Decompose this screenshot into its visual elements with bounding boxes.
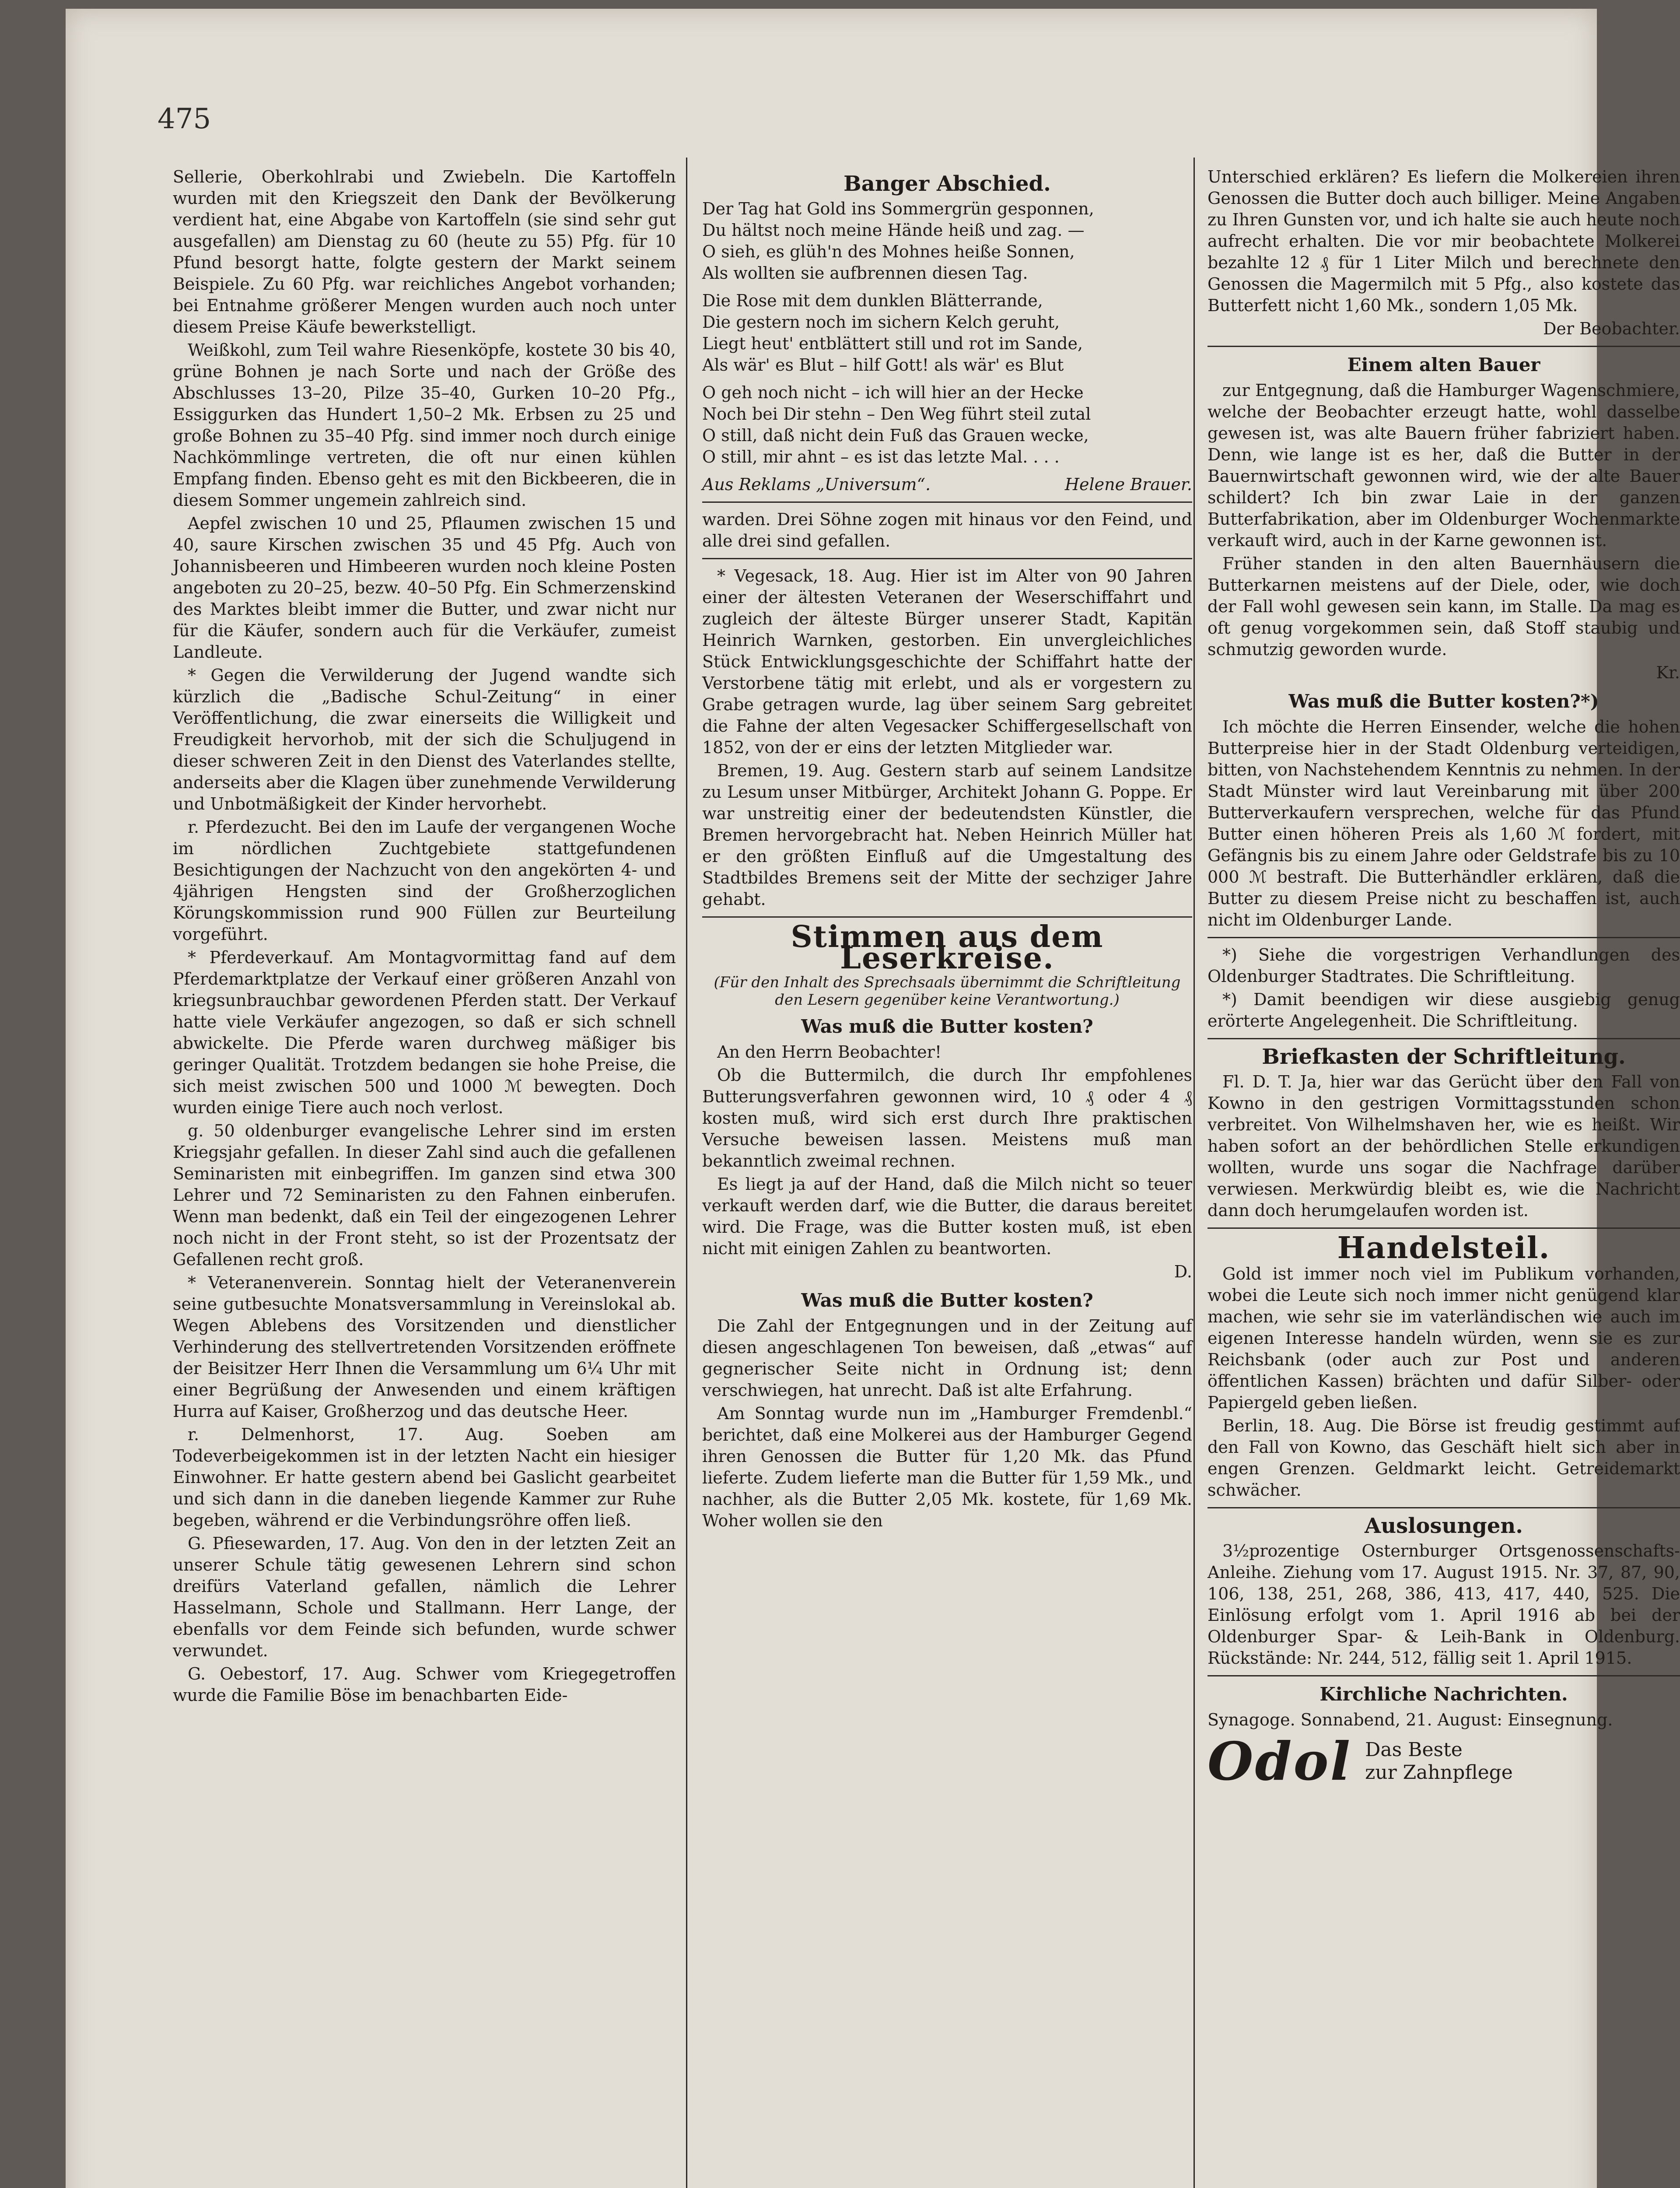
footnote: *) Damit beendigen wir diese ausgiebig genug erörterte Angelegenheit. Die Schriftleitung. <box>1208 990 1680 1031</box>
divider <box>1208 1227 1680 1229</box>
article-paragraph: g. 50 oldenburger evangelische Lehrer sind im ersten Kriegsjahr gefallen. In dieser Zahl sind auch die gefallenen Seminaristen mit einbegriffen. Im ganzen sind etwa 300 Lehrer und 72 Seminaristen zu den Fahnen einberufen. Wenn man bedenkt, daß ein Teil der eingezogenen Lehrer noch nicht in der Front steht, so ist der Prozentsatz der Gefallenen recht groß. <box>173 1121 676 1269</box>
letter-signature: Kr. <box>1656 663 1680 682</box>
article-paragraph: Ich möchte die Herren Einsender, welche die hohen Butterpreise hier in der Stadt Oldenburg verteidigen, bitten, von Nachstehendem Kenntnis zu nehmen. In der Stadt Münster wird laut Vereinbarung mit über 200 Butterverkaufern versprechen, welche für das Pfund Butter einen höheren Preis als 1,60 ℳ fordert, mit Gefängnis bis zu einem Jahre oder Geldstrafe bis zu 10 000 ℳ bestraft. Die Butterhändler erklären, daß die Butter zu diesem Preise nicht zu beschaffen ist, auch nicht im Oldenburger Lande. <box>1208 717 1680 929</box>
article-paragraph: Aepfel zwischen 10 und 25, Pflaumen zwischen 15 und 40, saure Kirschen zwischen 35 und 45 Pfg. Auch von Johannisbeeren und Himbeeren wurden noch kleine Posten angeboten zu 20–25, bezw. 40–50 Pfg. Ein Schmerzenskind des Marktes bleibt immer die Butter, und zwar nicht nur für die Käufer, sondern auch für die Verkäufer, zumeist Landleute. <box>173 514 676 662</box>
ad-line: Das Beste <box>1365 1739 1463 1761</box>
section-heading: Auslosungen. <box>1365 1514 1523 1538</box>
poem-line: Die Rose mit dem dunklen Blätterrande, <box>702 291 1043 310</box>
article-paragraph: Es liegt ja auf der Hand, daß die Milch nicht so teuer verkauft werden darf, wie die Butter, die daraus bereitet wird. Die Frage, was die Butter kosten muß, ist eben nicht mit einigen Zahlen zu beantworten. <box>702 1175 1192 1258</box>
divider <box>1208 1507 1680 1508</box>
poem-stanza <box>702 290 1192 376</box>
divider <box>1208 1675 1680 1676</box>
ad-logo: Odol <box>1208 1730 1352 1792</box>
letter-salutation: An den Herrn Beobachter! <box>717 1042 942 1062</box>
newspaper-page <box>66 9 1680 2188</box>
poem-credit <box>702 474 1192 495</box>
poem-line: O geh noch nicht – ich will hier an der Hecke <box>702 383 1084 402</box>
poem-line: O sieh, es glüh'n des Mohnes heiße Sonnen, <box>702 242 1075 261</box>
article-paragraph: r. Delmenhorst, 17. Aug. Soeben am Todeverbeigekommen ist in der letzten Nacht ein hiesiger Einwohner. Er hatte gestern abend bei Gaslicht gearbeitet und sich dann in die daneben liegende Kammer zur Ruhe begeben, während er die Verbindungsröhre offen ließ. <box>173 1425 676 1530</box>
divider <box>1208 346 1680 347</box>
column-left <box>173 166 676 2188</box>
letter-heading: Was muß die Butter kosten?*) <box>1288 691 1599 712</box>
article-paragraph: Fl. D. T. Ja, hier war das Gerücht über den Fall von Kowno in den gestrigen Vormittagsstunden schon verbreitet. Von Wilhelmshaven her, wie es heißt. Wir haben sofort an der behördlichen Stelle erkundigen wollten, wurde uns sogar die Nachfrage darüber verwiesen. Merkwürdig bleibt es, wie die Nachricht dann doch herumgelaufen worden ist. <box>1208 1072 1680 1220</box>
divider <box>1208 1038 1680 1039</box>
column-divider <box>686 158 687 2188</box>
poem-line: O still, mir ahnt – es ist das letzte Mal. . . . <box>702 447 1060 466</box>
article-paragraph: zur Entgegnung, daß die Hamburger Wagenschmiere, welche der Beobachter erzeugt hatte, wohl dasselbe gewesen ist, was alte Bauern früher fabriziert haben. Denn, wie lange ist es her, daß die Butter in der Bauernwirtschaft gewonnen wird, wie der alte Bauer schildert? Ich bin zwar Laie in der ganzen Butterfabrikation, aber im Oldenburger Wochenmarkte verkauft wird, auch in der Karne gewonnen ist. <box>1208 381 1680 550</box>
letter-heading: Was muß die Butter kosten? <box>801 1016 1093 1037</box>
article-paragraph: * Veteranenverein. Sonntag hielt der Veteranenverein seine gutbesuchte Monatsversammlung in Vereinslokal ab. Wegen Ablebens des Vorsitzenden und dienstlicher Verhinderung des stellvertretenden Vorsitzenden eröffnete der Beisitzer Herr Ihnen die Versammlung um 6¼ Uhr mit einer Begrüßung der Anwesenden und einem kräftigen Hurra auf Kaiser, Großherzog und das deutsche Heer. <box>173 1273 676 1421</box>
poem-line: Der Tag hat Gold ins Sommergrün gesponnen, <box>702 199 1094 218</box>
advertisement <box>1208 1730 1680 1792</box>
column-middle <box>702 166 1192 2188</box>
column-divider <box>1194 158 1195 2188</box>
letter-signature: Der Beobachter. <box>1543 319 1680 338</box>
article-paragraph: warden. Drei Söhne zogen mit hinaus vor den Feind, und alle drei sind gefallen. <box>702 510 1192 551</box>
letter-heading: Was muß die Butter kosten? <box>801 1290 1093 1311</box>
divider <box>702 558 1192 559</box>
article-paragraph: Am Sonntag wurde nun im „Hamburger Fremdenbl.“ berichtet, daß eine Molkerei aus der Hamburger Gegend ihren Genossen die Butter für 1,20 Mk. das Pfund lieferte. Zudem lieferte man die Butter für 1,59 Mk., und nachher, als die Butter 2,05 Mk. kostete, für 1,69 Mk. Woher wollen sie den <box>702 1404 1192 1530</box>
article-paragraph: Ob die Buttermilch, die durch Ihr empfohlenes Butterungsverfahren gewonnen wird, 10 ₰ oder 4 ₰ kosten muß, wird sich erst durch Ihre praktischen Versuche beweisen lassen. Meistens muß man bekanntlich zweimal rechnen. <box>702 1066 1192 1171</box>
article-paragraph: Berlin, 18. Aug. Die Börse ist freudig gestimmt auf den Fall von Kowno, das Geschäft hielt sich aber in engen Grenzen. Geldmarkt leicht. Getreidemarkt schwächer. <box>1208 1416 1680 1500</box>
article-paragraph: r. Pferdezucht. Bei den im Laufe der vergangenen Woche im nördlichen Zuchtgebiete stattgefundenen Besichtigungen der Nachzucht von den angekörten 4- und 4jährigen Hengsten sind der Großherzoglichen Körungskommission rund 900 Füllen zur Beurteilung vorgeführt. <box>173 817 676 944</box>
poem-source: Aus Reklams „Universum“. <box>702 475 931 494</box>
ad-text <box>1365 1739 1513 1784</box>
letter-heading: Einem alten Bauer <box>1347 354 1540 375</box>
poem-line: O still, daß nicht dein Fuß das Grauen wecke, <box>702 426 1089 445</box>
poem <box>702 198 1192 495</box>
poem-line: Noch bei Dir stehn – Den Weg führt steil zutal <box>702 404 1091 424</box>
page-number: 475 <box>158 103 211 135</box>
section-heading: Kirchliche Nachrichten. <box>1320 1683 1568 1705</box>
divider <box>1208 937 1680 938</box>
poem-line: Als wär' es Blut – hilf Gott! als wär' es Blut <box>702 355 1064 375</box>
article-paragraph: * Vegesack, 18. Aug. Hier ist im Alter von 90 Jahren einer der ältesten Veteranen der Weserschiffahrt und zugleich der älteste Bürger unserer Stadt, Kapitän Heinrich Warnken, gestorben. Ein unvergleichliches Stück Entwicklungsgeschichte der Schiffahrt hatte der Verstorbene tätig mit erlebt, und als er vorgestern zu Grabe getragen wurde, lag über seinem Sarg gebreitet die Fahne der alten Vegesacker Schiffergesellschaft von 1852, von der er eins der letzten Mitglieder war. <box>702 566 1192 757</box>
article-paragraph: Weißkohl, zum Teil wahre Riesenköpfe, kostete 30 bis 40, grüne Bohnen je nach Sorte und nach der Größe des Abschlusses 13–20, Pilze 35–40, Gurken 10–20 Pfg., Essiggurken das Hundert 1,50–2 Mk. Erbsen zu 25 und große Bohnen zu 35–40 Pfg. sind immer noch durch einige Nachkömmlinge vertreten, die oft nur einen kühlen Empfang finden. Ebenso geht es mit den Bickbeeren, die in diesem Sommer ungemein zahlreich sind. <box>173 340 676 510</box>
article-paragraph: Früher standen in den alten Bauernhäusern die Butterkarnen meistens auf der Diele, oder, wie doch der Fall wohl gewesen sein kann, im Stalle. Da mag es oft genug vorgekommen sein, daß Stoff staubig und schmutzig geworden wurde. <box>1208 554 1680 659</box>
section-heading: Handelsteil. <box>1337 1231 1550 1266</box>
article-paragraph: G. Oebestorf, 17. Aug. Schwer vom Kriegegetroffen wurde die Familie Böse im benachbarten Eide- <box>173 1664 676 1705</box>
divider <box>702 916 1192 918</box>
article-paragraph: Synagoge. Sonnabend, 21. August: Einsegnung. <box>1208 1710 1613 1729</box>
ad-line: zur Zahnpflege <box>1365 1761 1513 1784</box>
section-heading: Briefkasten der Schriftleitung. <box>1262 1045 1626 1069</box>
poem-line: Du hältst noch meine Hände heiß und zag. — <box>702 221 1085 240</box>
poem-line: Als wollten sie aufbrennen diesen Tag. <box>702 263 1028 283</box>
footnote: *) Siehe die vorgestrigen Verhandlungen des Oldenburger Stadtrates. Die Schriftleitung. <box>1208 945 1680 986</box>
letter-signature: D. <box>1174 1262 1192 1281</box>
poem-stanza <box>702 382 1192 468</box>
poem-stanza <box>702 198 1192 284</box>
section-note: (Für den Inhalt des Sprechsaals übernimmt die Schriftleitung den Lesern gegenüber keine Verantwortung.) <box>714 974 1181 1009</box>
article-paragraph: Bremen, 19. Aug. Gestern starb auf seinem Landsitze zu Lesum unser Mitbürger, Architekt Johann G. Poppe. Er war unstreitig einer der bedeutendsten Künstler, die Bremen hervorgebracht hat. Neben Heinrich Müller hat er den größten Einfluß auf die Umgestaltung des Stadtbildes Bremens seit der Mitte der sechziger Jahre gehabt. <box>702 761 1192 909</box>
poem-title: Banger Abschied. <box>844 172 1051 196</box>
poem-author: Helene Brauer. <box>1064 475 1192 494</box>
column-right <box>1208 166 1680 2188</box>
article-paragraph: * Pferdeverkauf. Am Montagvormittag fand auf dem Pferdemarktplatze der Verkauf einer größeren Anzahl von kriegsunbrauchbar gewordenen Pferden statt. Der Verkauf hatte viele Verkäufer angezogen, so daß er sich schnell abwickelte. Die Pferde waren durchweg mäßiger bis geringer Qualität. Trotzdem bedangen sie hohe Preise, die sich meist zwischen 500 und 1000 ℳ bewegten. Doch wurden einige Tiere auch noch verlost. <box>173 948 676 1117</box>
article-paragraph: Die Zahl der Entgegnungen und in der Zeitung auf diesen angeschlagenen Ton beweisen, daß „etwas“ auf gegnerischer Seite nicht in Ordnung ist; denn verschwiegen, hat unrecht. Daß ist alte Erfahrung. <box>702 1316 1192 1400</box>
article-paragraph: 3½prozentige Osternburger Ortsgenossenschafts-Anleihe. Ziehung vom 17. August 1915. Nr. 37, 87, 90, 106, 138, 251, 268, 386, 413, 417, 440, 525. Die Einlösung erfolgt vom 1. April 1916 ab bei der Oldenburger Spar- & Leih-Bank in Oldenburg. Rückstände: Nr. 244, 512, fällig seit 1. April 1915. <box>1208 1541 1680 1668</box>
article-paragraph: G. Pfiesewarden, 17. Aug. Von den in der letzten Zeit an unserer Schule tätig gewesenen Lehrern sind schon dreifürs Vaterland gefallen, nämlich die Lehrer Hasselmann, Schole und Stallmann. Herr Lange, der ebenfalls vor dem Feinde sich befunden, wurde schwer verwundet. <box>173 1534 676 1660</box>
article-paragraph: * Gegen die Verwilderung der Jugend wandte sich kürzlich die „Badische Schul-Zeitung“ in einer Veröffentlichung, die zwar einerseits die Willigkeit und Freudigkeit hervorhob, mit der sich die Schuljugend in dieser schweren Zeit in den Dienst des Vaterlandes stellte, anderseits aber die Klagen über zunehmende Verwilderung und Unbotmäßigkeit der Kinder hervorhebt. <box>173 666 676 813</box>
poem-line: Liegt heut' entblättert still und rot im Sande, <box>702 334 1083 353</box>
divider <box>702 501 1192 503</box>
section-heading: Stimmen aus dem Leserkreise. <box>791 919 1104 976</box>
article-paragraph: Sellerie, Oberkohlrabi und Zwiebeln. Die Kartoffeln wurden mit den Kriegszeit den Dank der Bevölkerung verdient hat, eine Abgabe von Kartoffeln (sie sind sehr gut ausgefallen) am Dienstag zu 60 (heute zu 55) Pfg. für 10 Pfund besorgt hatte, folgte gestern der Markt seinem Beispiele. Zu 60 Pfg. war reichliches Angebot vorhanden; bei Entnahme größerer Mengen wurden auch noch unter diesem Preise Käufe bewerkstelligt. <box>173 167 676 337</box>
article-paragraph: Gold ist immer noch viel im Publikum vorhanden, wobei die Leute sich noch immer nicht genügend klar machen, wie sehr sie im vaterländischen wie auch im eigenen Interesse handeln würden, wenn sie es zur Reichsbank (oder auch zur Post und anderen öffentlichen Kassen) brächten und dafür Silber- oder Papiergeld geben ließen. <box>1208 1264 1680 1412</box>
article-paragraph: Unterschied erklären? Es liefern die Molkereien ihren Genossen die Butter doch auch billiger. Meine Angaben zu Ihren Gunsten vor, und ich halte sie auch heute noch aufrecht erhalten. Die vor mir beobachtete Molkerei bezahlte 12 ₰ für 1 Liter Milch und berechnete den Genossen die Magermilch mit 5 Pfg., also kostete das Butterfett nicht 1,60 Mk., sondern 1,05 Mk. <box>1208 167 1680 315</box>
poem-line: Die gestern noch im sichern Kelch geruht, <box>702 312 1060 332</box>
